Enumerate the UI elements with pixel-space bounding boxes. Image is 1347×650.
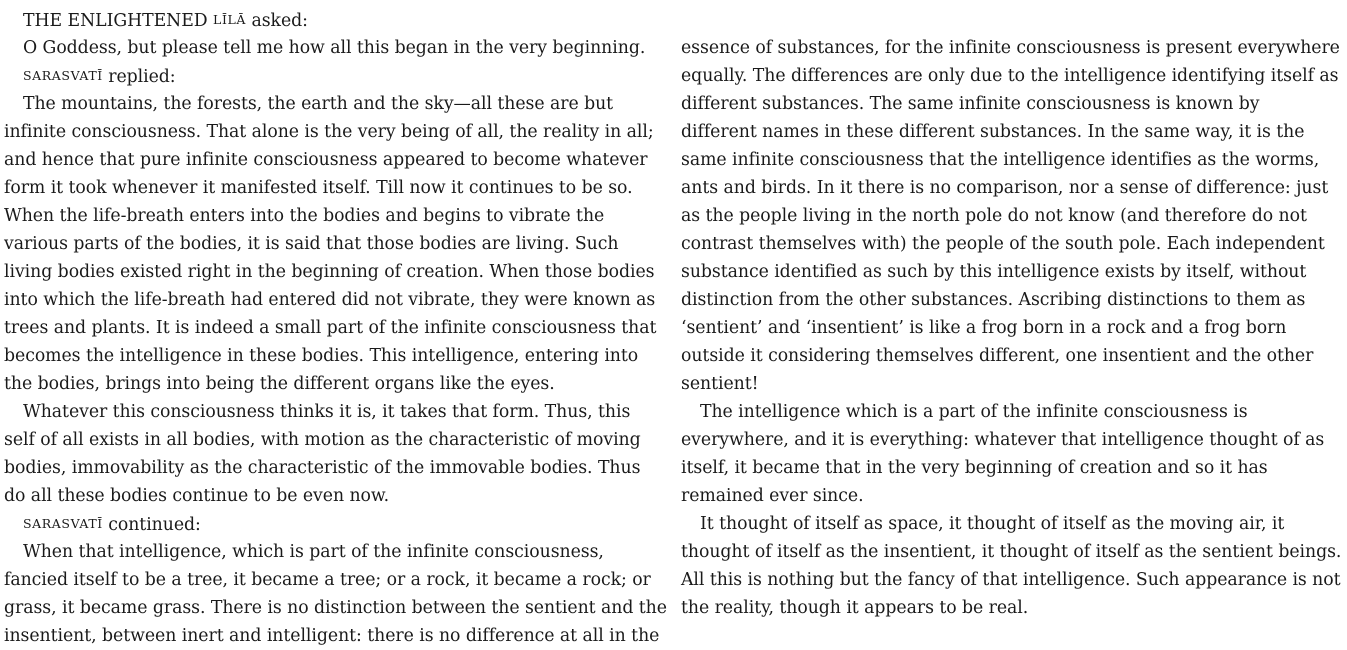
paragraph-5 — [681, 510, 1345, 622]
text-line: form it took whenever it manifested itself. Till now it continues to be so. — [4, 178, 633, 198]
text-line: fancied itself to be a tree, it became a tree; or a rock, it became a rock; or — [4, 570, 651, 590]
text-line: equally. The differences are only due to the intelligence identifying itself as — [681, 66, 1339, 86]
text-line: When the life-breath enters into the bodies and begins to vibrate the — [4, 206, 605, 226]
text-line: ants and birds. In it there is no comparison, nor a sense of difference: just — [681, 178, 1329, 198]
text-line: becomes the intelligence in these bodies. This intelligence, entering into — [4, 346, 639, 366]
text-line: essence of substances, for the infinite consciousness is present everywhere — [681, 38, 1340, 58]
text-line: It thought of itself as space, it thought of itself as the moving air, it — [700, 514, 1285, 534]
paragraph-3 — [4, 538, 668, 650]
text-line: outside it considering themselves different, one insentient and the other — [681, 346, 1314, 366]
text-line: self of all exists in all bodies, with motion as the characteristic of moving — [4, 430, 641, 450]
speaker-heading-sarasvati-replied — [4, 62, 668, 90]
text-line: everywhere, and it is everything: whatever that intelligence thought of as — [681, 430, 1325, 450]
text-line: as the people living in the north pole do not know (and therefore do not — [681, 206, 1307, 226]
text-line: trees and plants. It is indeed a small part of the infinite consciousness that — [4, 318, 657, 338]
heading-suffix: replied: — [102, 67, 176, 87]
text-line: thought of itself as the insentient, it thought of itself as the sentient beings. — [681, 542, 1342, 562]
right-column — [681, 34, 1345, 622]
text-line: contrast themselves with) the people of the south pole. Each independent — [681, 234, 1325, 254]
text-line: Whatever this consciousness thinks it is, it takes that form. Thus, this — [23, 402, 631, 422]
speaker-name: SARASVATĪ — [23, 68, 103, 83]
speaker-name: LĪLĀ — [213, 12, 247, 27]
text-line: itself, it became that in the very beginning of creation and so it has — [681, 458, 1268, 478]
speaker-name: SARASVATĪ — [23, 516, 103, 531]
paragraph-2 — [4, 398, 668, 510]
heading-prefix: THE ENLIGHTENED — [23, 11, 214, 31]
text-line: insentient, between inert and intelligent: there is no difference at all in the — [4, 626, 660, 646]
text-line: same infinite consciousness that the intelligence identifies as the worms, — [681, 150, 1320, 170]
text-line: into which the life-breath had entered did not vibrate, they were known as — [4, 290, 656, 310]
text-line: different substances. The same infinite consciousness is known by — [681, 94, 1260, 114]
text-line: infinite consciousness. That alone is the very being of all, the reality in all; — [4, 122, 654, 142]
text-line: substance identified as such by this intelligence exists by itself, without — [681, 262, 1307, 282]
heading-suffix: asked: — [246, 11, 308, 31]
text-line: do all these bodies continue to be even now. — [4, 486, 390, 506]
text-line: ‘sentient’ and ‘insentient’ is like a frog born in a rock and a frog born — [681, 318, 1287, 338]
text-line: and hence that pure infinite consciousness appeared to become whatever — [4, 150, 648, 170]
paragraph-1 — [4, 90, 668, 398]
text-line: various parts of the bodies, it is said that those bodies are living. Such — [4, 234, 619, 254]
text-line: bodies, immovability as the characteristic of the immovable bodies. Thus — [4, 458, 641, 478]
text-line: When that intelligence, which is part of the infinite consciousness, — [23, 542, 604, 562]
heading-suffix: continued: — [102, 515, 201, 535]
left-column — [4, 6, 668, 650]
speaker-heading-lila — [4, 6, 668, 34]
speaker-heading-sarasvati-continued — [4, 510, 668, 538]
text-line: All this is nothing but the fancy of that intelligence. Such appearance is not — [681, 570, 1341, 590]
text-line: living bodies existed right in the beginning of creation. When those bodies — [4, 262, 655, 282]
text-line: the bodies, brings into being the different organs like the eyes. — [4, 374, 555, 394]
text-line: sentient! — [681, 374, 759, 394]
question-line: O Goddess, but please tell me how all this began in the very beginning. — [23, 38, 646, 58]
text-line: distinction from the other substances. Ascribing distinctions to them as — [681, 290, 1306, 310]
paragraph-3-continued — [681, 34, 1345, 398]
text-line: The mountains, the forests, the earth and the sky—all these are but — [23, 94, 614, 114]
text-line: The intelligence which is a part of the infinite consciousness is — [700, 402, 1248, 422]
text-line: different names in these different substances. In the same way, it is the — [681, 122, 1305, 142]
paragraph-4 — [681, 398, 1345, 510]
text-line: the reality, though it appears to be real. — [681, 598, 1029, 618]
text-line: remained ever since. — [681, 486, 864, 506]
text-line: grass, it became grass. There is no distinction between the sentient and the — [4, 598, 667, 618]
